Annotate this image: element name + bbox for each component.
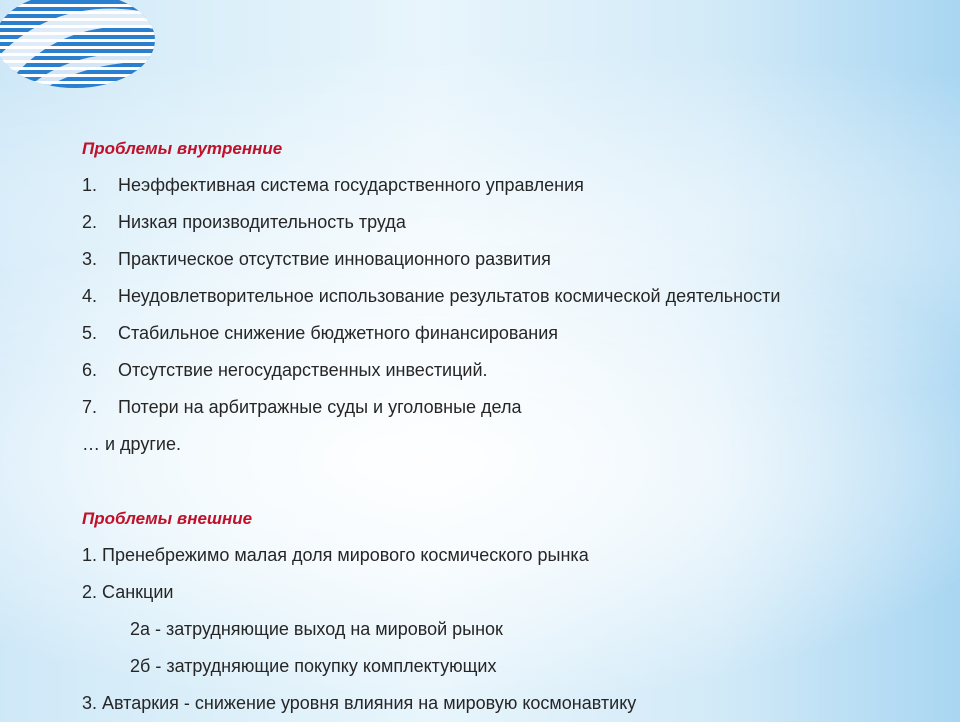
external-subitem-2a: 2а - затрудняющие выход на мировой рынок [130,619,503,639]
item-text: Стабильное снижение бюджетного финансирования [118,323,559,343]
item-text: Неэффективная система государственного управления [118,175,584,195]
item-number: 2. [82,212,98,232]
external-subitem-2b: 2б - затрудняющие покупку комплектующих [130,656,497,676]
internal-item-1 [82,167,942,204]
item-number: 7. [82,397,98,417]
item-number: 3. [82,249,98,269]
item-text: Отсутствие негосударственных инвестиций. [118,360,488,380]
internal-item-6 [82,352,942,389]
slide-content [82,130,942,722]
external-problems-heading: Проблемы внешние [82,509,253,528]
internal-item-2 [82,204,942,241]
section-spacer [82,463,942,500]
item-text: Низкая производительность труда [118,212,406,232]
item-number: 6. [82,360,98,380]
internal-item-3 [82,241,942,278]
item-number: 4. [82,286,98,306]
item-number: 5. [82,323,98,343]
item-number: 1. [82,175,98,195]
globe-stripes-logo-icon [0,0,160,95]
internal-others: … и другие. [82,434,181,454]
item-text: Потери на арбитражные суды и уголовные дела [118,397,522,417]
external-item-3: 3. Автаркия - снижение уровня влияния на мировую космонавтику [82,693,637,713]
internal-item-4 [82,278,942,315]
external-item-2: 2. Санкции [82,582,174,602]
item-text: Практическое отсутствие инновационного развития [118,249,551,269]
item-text: Неудовлетворительное использование результатов космической деятельности [118,286,781,306]
internal-problems-heading: Проблемы внутренние [82,139,283,158]
internal-item-5 [82,315,942,352]
external-item-1: 1. Пренебрежимо малая доля мирового космического рынка [82,545,589,565]
internal-item-7 [82,389,942,426]
